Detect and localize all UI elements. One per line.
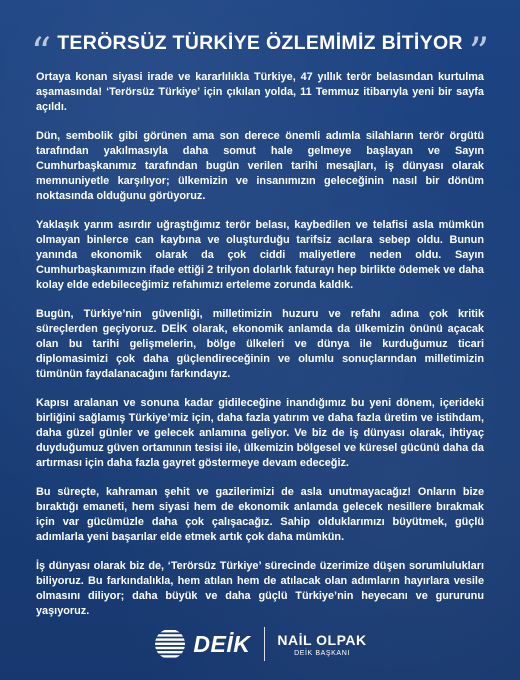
open-quote-icon: “ xyxy=(30,33,52,63)
signature-name: NAİL OLPAK xyxy=(277,631,367,648)
close-quote-icon: ” xyxy=(468,33,490,63)
signature-role: DEİK BAŞKANI xyxy=(294,649,350,657)
statement-body xyxy=(36,70,484,633)
paragraph-2: Dün, sembolik gibi görünen ama son derece önemli adımla silahların terör örgütü tarafından yakılmasıyla daha somut hale gelmeye başlayan ve Sayın Cumhurbaşkanımız tarafından bugün verilen tarihi mesajları, iş dünyası olarak memnuniyetle karşılıyor; ülkemizin ve insanımızın geleceğinin nasıl bir dönüm noktasında olduğunu görüyoruz. xyxy=(36,130,484,202)
header xyxy=(0,26,520,63)
page-title: TERÖRSÜZ TÜRKİYE ÖZLEMİMİZ BİTİYOR xyxy=(57,31,463,54)
footer xyxy=(0,622,520,666)
paragraph-4: Bugün, Türkiye’nin güvenliği, milletimizin huzuru ve refahı adına çok kritik süreçlerden geçiyoruz. DEİK olarak, ekonomik anlamda da ülkemizin önünü açacak olan bu tarihi gelişmelerin, bölge ülkeleri ve dünya ile kurduğumuz ticari diplomasimizi çok daha güçlendireceğinin ve olumlu sonuçlarından milletimizin tümünün faydalanacağını farkındayız. xyxy=(36,308,484,380)
paragraph-6: Bu süreçte, kahraman şehit ve gazilerimizi de asla unutmayacağız! Onların bize bıraktığı emaneti, hem siyasi hem de ekonomik anlamda gelecek nesillere bırakmak için var gücümüzle daha çok çalışacağız. Sahip olduklarımızı büyütmek, güçlü adımlarla yeni başarılar elde etmek artık çok daha mümkün. xyxy=(36,486,484,543)
paragraph-7: İş dünyası olarak biz de, ‘Terörsüz Türkiye’ sürecinde üzerimize düşen sorumlulukları biliyoruz. Bu farkındalıkla, hem atılan hem de atılacak olan adımların hayırlara vesile olmasını diliyor; daha büyük ve daha güçlü Türkiye’nin heyecanı ve gururunu yaşıyoruz. xyxy=(36,560,484,617)
paragraph-3: Yaklaşık yarım asırdır uğraştığımız terör belası, kaybedilen ve telafisi asla mümkün olmayan binlerce can kaybına ve oluşturduğu tarifsiz acılara sebep oldu. Bunun yanında ekonomik olarak da çok ciddi maliyetlere neden oldu. Sayın Cumhurbaşkanımızın ifade ettiği 2 trilyon dolarlık faturayı hep birlikte ödemek ve daha kolay elde edebileceğimiz refahımızı erteleme zorunda kaldık. xyxy=(36,219,484,291)
signature xyxy=(277,632,366,657)
logo-text: DEİK xyxy=(193,630,251,657)
paragraph-1: Ortaya konan siyasi irade ve kararlılıkla Türkiye, 47 yıllık terör belasından kurtulma aşamasında! ‘Terörsüz Türkiye’ için çıkılan yolda, 11 Temmuz itibarıyla yeni bir sayfa açıldı. xyxy=(36,71,484,113)
deik-logo xyxy=(153,627,250,661)
globe-stripes-icon xyxy=(153,627,187,661)
paragraph-5: Kapısı aralanan ve sonuna kadar gidileceğine inandığımız bu yeni dönem, içerideki birliğini sağlamış Türkiye’miz için, daha fazla yatırım ve daha fazla üretim ve istihdam, daha güzel günler ve gelecek anlamına geliyor. Ve biz de iş dünyası olarak, ihtiyaç duyduğumuz güven ortamının tesisi ile, ülkemizin bölgesel ve küresel gücünü daha da artırması için daha fazla gayret göstermeye devam edeceğiz. xyxy=(36,397,484,469)
divider xyxy=(264,627,265,661)
